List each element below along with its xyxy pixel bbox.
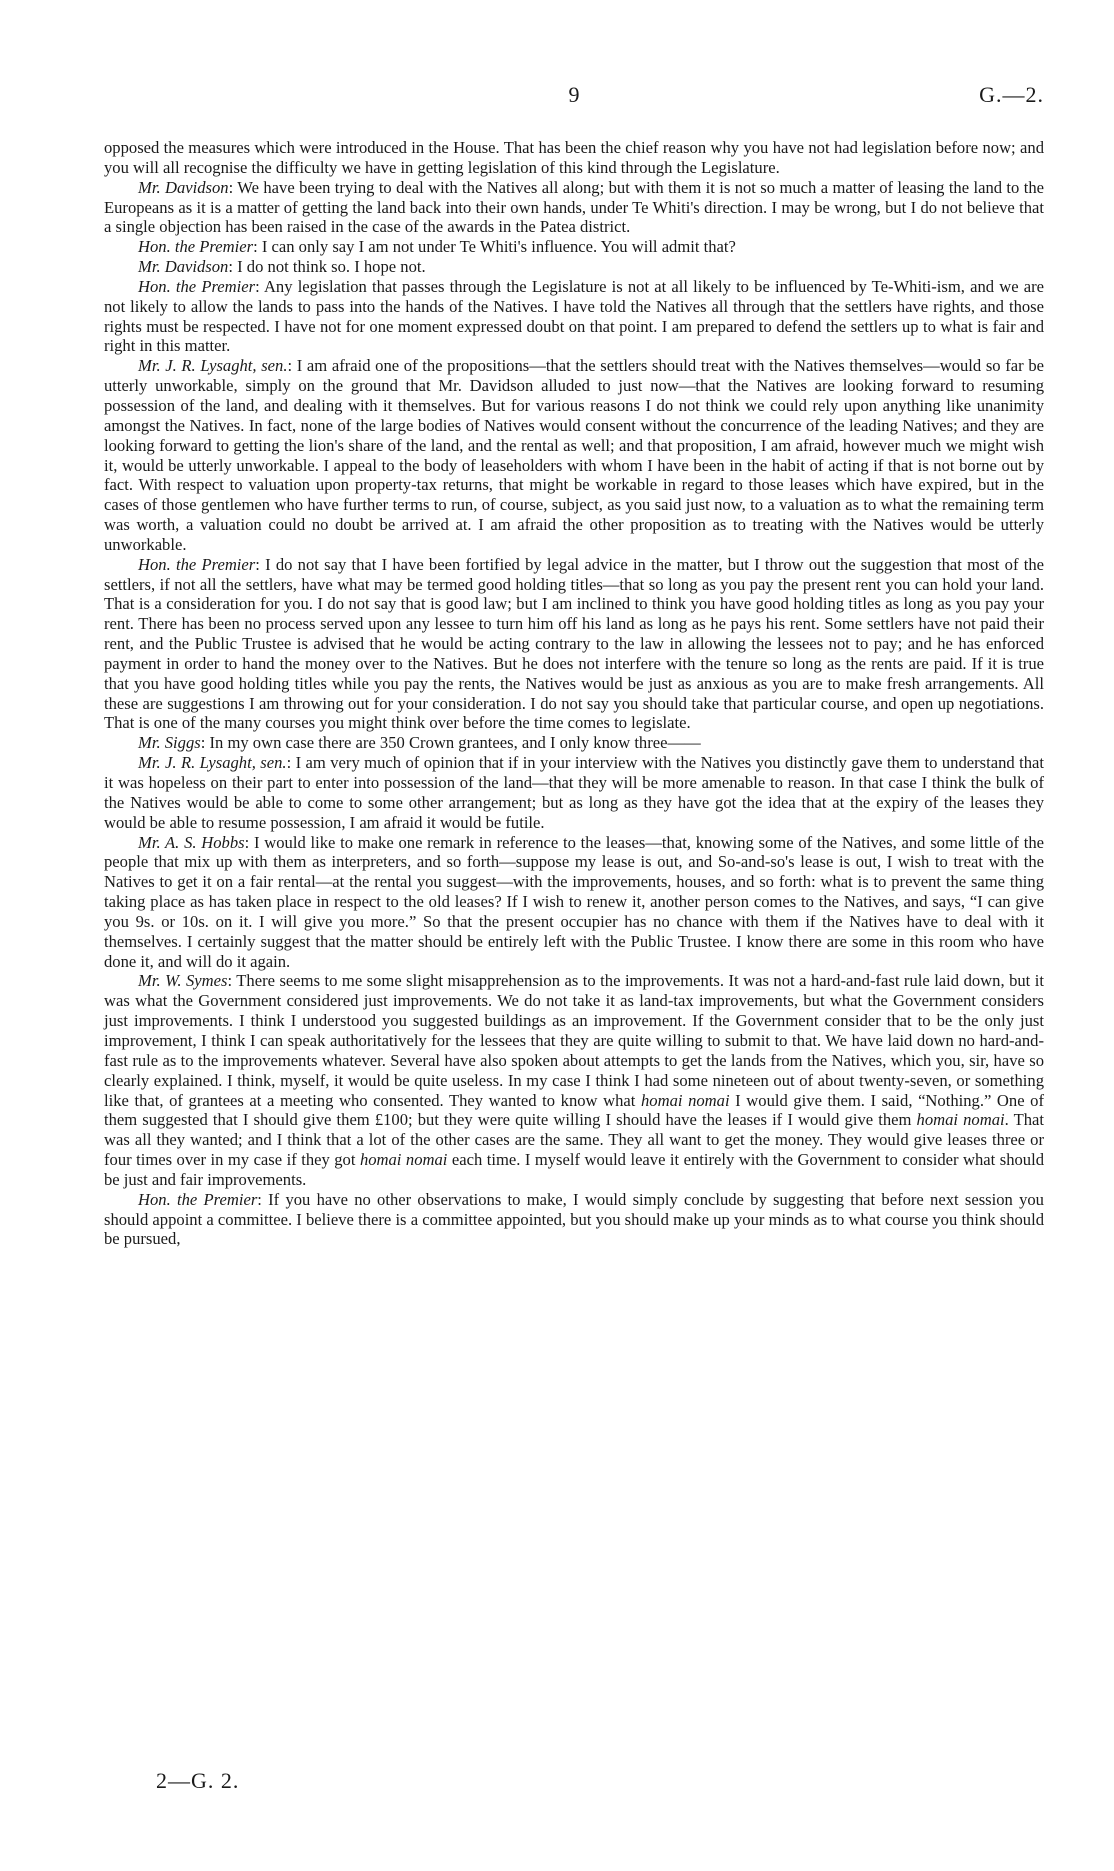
speaker-name: Mr. Davidson	[138, 177, 229, 197]
speech-text: In my own case there are 350 Crown grantees, and I only know three——	[209, 733, 701, 753]
speaker-name: Hon. the Premier	[138, 1189, 258, 1209]
speech-text: I would like to make one remark in reference to the leases—that, knowing some of the Natives, and some little of the people that mix up with them as interpreters, and so forth—suppose my lease is out, and So-and-so's lease is out, I wish to treat with the Natives to get it on a fair rental—at the rental you suggest—with the improvements, houses, and so forth: what is to prevent the same thing taking place as has taken place in respect to the old leases? If I wish to renew it, another person comes to the Natives, and says, “I can give you 9s. or 10s. on it. I will give you more.” So that the present occupier has no chance with them if the Natives have to deal with it themselves. I certainly suggest that the matter should be entirely left with the Public Trustee. I know there are some in this room who have done it, and will do it again.	[104, 832, 1044, 971]
maori-term: homai nomai	[916, 1110, 1005, 1130]
speech-text: There seems to me some slight misapprehension as to the improvements. It was not a hard-and-fast rule laid down, but it was what the Government considered just improvements. We do not take it as land-tax improvements, but what the Government considers just improvements. I think I understood you suggested buildings as an improvement. If the Government consider that to be the only just improvement, I think I can speak authoritatively for the lessees that they are quite willing to submit to that. We have laid down no hard-and-fast rule as to the improvements whatever. Several have also spoken about attempts to get the lands from the Natives, which you, sir, have so clearly explained. I think, myself, it would be quite useless. In my case I think I had some nineteen out of about twenty-seven, or something like that, of grantees at a meeting who consented. They wanted to know what	[104, 971, 1044, 1110]
speaker-name: Mr. J. R. Lysaght, sen.	[138, 753, 287, 773]
speech-text: . That was all they wanted; and I think that a lot of the other cases are the same. They all want to get the money. They would give leases three or four times over in my case if they got	[104, 1110, 1044, 1170]
maori-term: homai nomai	[641, 1090, 730, 1110]
speaker-name: Mr. Davidson	[138, 257, 229, 277]
speech-paragraph: Mr. Davidson: I do not think so. I hope not.	[138, 257, 426, 277]
speech-paragraph: Hon. the Premier: If you have no other observations to make, I would simply conclude by suggesting that before next session you should appoint a committee. I believe there is a committee appointed, but you should make up your minds as to what course you think should be pursued,	[104, 1189, 1044, 1249]
speech-text: We have been trying to deal with the Natives all along; but with them it is not so much a matter of leasing the land to the Europeans as it is a matter of getting the land back into their own hands, under Te Whiti's direction. I may be wrong, but I do not believe that a single objection has been raised in the case of the awards in the Patea district.	[104, 177, 1044, 237]
speech-text: each time. I myself would leave it entirely with the Government to consider what should be just and fair improvements.	[104, 1150, 1044, 1189]
speaker-name: Hon. the Premier	[138, 237, 254, 257]
speech-text: If you have no other observations to make, I would simply conclude by suggesting that before next session you should appoint a committee. I believe there is a committee appointed, but you should make up your minds as to what course you think should be pursued,	[104, 1189, 1044, 1249]
speech-text: I do not say that I have been fortified by legal advice in the matter, but I throw out the suggestion that most of the settlers, if not all the settlers, have what may be termed good holding titles—that so long as you pay the present rent you can hold your land. That is a consideration for you. I do not say that is good law; but I am inclined to think you have good holding titles as long as you pay your rent. There has been no process served upon any lessee to turn him off his land as long as he pays his rent. Some settlers have not paid their rent, and the Public Trustee is advised that he would be acting contrary to the law in allowing the lessees not to pay; and he has enforced payment in order to hand the money over to the Natives. But he does not interfere with the tenure so long as the rents are paid. If it is true that you have good holding titles while you pay the rents, the Natives would be just as anxious as you are to make fresh arrangements. All these are suggestions I am throwing out for your consideration. I do not say you should take that particular course, and open up negotiations. That is one of the many courses you might think over before the time comes to legislate.	[104, 554, 1044, 733]
speech-text: I can only say I am not under Te Whiti's influence. You will admit that?	[261, 237, 736, 257]
speech-text: I do not think so. I hope not.	[237, 257, 426, 277]
speech-text: I am very much of opinion that if in your interview with the Natives you distinctly gave them to understand that it was hopeless on their part to enter into possession of the land—that they will be more amenable to reason. In that case I think the bulk of the Natives would be able to come to some other arrangement; but as long as they have got the idea that at the expiry of the leases they would be able to resume possession, I am afraid it would be futile.	[104, 753, 1044, 832]
speech-paragraph: Mr. Siggs: In my own case there are 350 Crown grantees, and I only know three——	[138, 733, 701, 753]
speech-paragraph: Mr. J. R. Lysaght, sen.: I am very much of opinion that if in your interview with the Natives you distinctly gave them to understand that it was hopeless on their part to enter into possession of the land—that they will be more amenable to reason. In that case I think the bulk of the Natives would be able to come to some other arrangement; but as long as they have got the idea that at the expiry of the leases they would be able to resume possession, I am afraid it would be futile.	[104, 753, 1044, 832]
speaker-name: Mr. Siggs	[138, 733, 201, 753]
speaker-name: Hon. the Premier	[138, 554, 256, 574]
speech-paragraph: Hon. the Premier: I can only say I am not under Te Whiti's influence. You will admit that?	[138, 237, 736, 257]
speech-paragraph: Mr. W. Symes: There seems to me some slight misapprehension as to the improvements. It was not a hard-and-fast rule laid down, but it was what the Government considered just improvements. We do not take it as land-tax improvements, but what the Government considers just improvements. I think I understood you suggested buildings as an improvement. If the Government consider that to be the only just improvement, I think I can speak authoritatively for the lessees that they are quite willing to submit to that. We have laid down no hard-and-fast rule as to the improvements whatever. Several have also spoken about attempts to get the lands from the Natives, which you, sir, have so clearly explained. I think, myself, it would be quite useless. In my case I think I had some nineteen out of about twenty-seven, or something like that, of grantees at a meeting who consented. They wanted to know what homai nomai I would give them. I said, “Nothing.” One of them suggested that I should give them £100; but they were quite willing I should have the leases if I would give them homai nomai. That was all they wanted; and I think that a lot of the other cases are the same. They all want to get the money. They would give leases three or four times over in my case if they got homai nomai each time. I myself would leave it entirely with the Government to consider what should be just and fair improvements.	[104, 971, 1045, 1189]
speech-text: I am afraid one of the propositions—that the settlers should treat with the Natives themselves—would so far be utterly unworkable, simply on the ground that Mr. Davidson alluded to just now—that the Natives are looking forward to resuming possession of the land, and dealing with it themselves. But for various reasons I do not think we could rely upon anything like unanimity amongst the Natives. In fact, none of the large bodies of Natives would consent without the concurrence of the leading Natives; and they are looking forward to getting the lion's share of the land, and the rental as well; and that proposition, I am afraid, however much we might wish it, would be utterly unworkable. I appeal to the body of leaseholders with whom I have been in the habit of acting if that is not borne out by fact. With respect to valuation upon property-tax returns, that might be workable in regard to those leases which have expired, but in the cases of those gentlemen who have further terms to run, of course, subject, as you said just now, to a valuation as to what the remaining term was worth, a valuation could no doubt be arrived at. I am afraid the other proposition as to treating with the Natives would be utterly unworkable.	[104, 356, 1044, 554]
speech-text: Any legislation that passes through the Legislature is not at all likely to be influenced by Te-Whiti-ism, and we are not likely to allow the lands to pass into the hands of the Natives. I have told the Natives all through that the settlers have rights, and those rights must be respected. I have not for one moment expressed doubt on that point. I am prepared to defend the settlers up to what is fair and right in this matter.	[104, 276, 1044, 356]
speech-text: I would give them. I said, “Nothing.” One of them suggested that I should give them £100; but they were quite willing I should have the leases if I would give them	[104, 1090, 1045, 1130]
maori-term: homai nomai	[359, 1150, 448, 1170]
speech-paragraph: Hon. the Premier: Any legislation that passes through the Legislature is not at all likely to be influenced by Te-Whiti-ism, and we are not likely to allow the lands to pass into the hands of the Natives. I have told the Natives all through that the settlers have rights, and those rights must be respected. I have not for one moment expressed doubt on that point. I am prepared to defend the settlers up to what is fair and right in this matter.	[104, 276, 1044, 356]
transcript-body	[104, 138, 1044, 1249]
speech-paragraph: Mr. J. R. Lysaght, sen.: I am afraid one of the propositions—that the settlers should treat with the Natives themselves—would so far be utterly unworkable, simply on the ground that Mr. Davidson alluded to just now—that the Natives are looking forward to resuming possession of the land, and dealing with it themselves. But for various reasons I do not think we could rely upon anything like unanimity amongst the Natives. In fact, none of the large bodies of Natives would consent without the concurrence of the leading Natives; and they are looking forward to getting the lion's share of the land, and the rental as well; and that proposition, I am afraid, however much we might wish it, would be utterly unworkable. I appeal to the body of leaseholders with whom I have been in the habit of acting if that is not borne out by fact. With respect to valuation upon property-tax returns, that might be workable in regard to those leases which have expired, but in the cases of those gentlemen who have further terms to run, of course, subject, as you said just now, to a valuation as to what the remaining term was worth, a valuation could no doubt be arrived at. I am afraid the other proposition as to treating with the Natives would be utterly unworkable.	[104, 356, 1044, 554]
speaker-name: Mr. W. Symes	[138, 971, 228, 991]
speaker-name: Mr. J. R. Lysaght, sen.	[138, 356, 288, 376]
page-number: 9	[568, 82, 580, 107]
speech-paragraph: Mr. Davidson: We have been trying to deal with the Natives all along; but with them it is not so much a matter of leasing the land to the Europeans as it is a matter of getting the land back into their own hands, under Te Whiti's direction. I may be wrong, but I do not believe that a single objection has been raised in the case of the awards in the Patea district.	[104, 177, 1044, 237]
signature-mark: 2—G. 2.	[156, 1768, 240, 1793]
paragraph-continuation	[104, 138, 1044, 178]
speech-paragraph: Hon. the Premier: I do not say that I have been fortified by legal advice in the matter, but I throw out the suggestion that most of the settlers, if not all the settlers, have what may be termed good holding titles—that so long as you pay the present rent you can hold your land. That is a consideration for you. I do not say that is good law; but I am inclined to think you have good holding titles as long as you pay your rent. There has been no process served upon any lessee to turn him off his land as long as he pays his rent. Some settlers have not paid their rent, and the Public Trustee is advised that he would be acting contrary to the law in allowing the lessees not to pay; and he has enforced payment in order to hand the money over to the Natives. But he does not interfere with the tenure so long as the rents are paid. If it is true that you have good holding titles while you pay the rents, the Natives would be just as anxious as you are to make fresh arrangements. All these are suggestions I am throwing out for your consideration. I do not say you should take that particular course, and open up negotiations. That is one of the many courses you might think over before the time comes to legislate.	[104, 554, 1044, 733]
page-header	[104, 82, 1044, 122]
document-reference: G.—2.	[979, 82, 1044, 107]
paragraph-text: opposed the measures which were introduced in the House. That has been the chief reason why you have not had legislation before now; and you will all recognise the difficulty we have in getting legislation of this kind through the Legislature.	[104, 138, 1044, 177]
speech-paragraph: Mr. A. S. Hobbs: I would like to make one remark in reference to the leases—that, knowing some of the Natives, and some little of the people that mix up with them as interpreters, and so forth—suppose my lease is out, and So-and-so's lease is out, I wish to treat with the Natives to get it on a fair rental—at the rental you suggest—with the improvements, houses, and so forth: what is to prevent the same thing taking place as has taken place in respect to the old leases? If I wish to renew it, another person comes to the Natives, and says, “I can give you 9s. or 10s. on it. I will give you more.” So that the present occupier has no chance with them if the Natives have to deal with it themselves. I certainly suggest that the matter should be entirely left with the Public Trustee. I know there are some in this room who have done it, and will do it again.	[104, 832, 1044, 971]
speaker-name: Hon. the Premier	[138, 276, 256, 296]
speaker-name: Mr. A. S. Hobbs	[138, 832, 245, 852]
